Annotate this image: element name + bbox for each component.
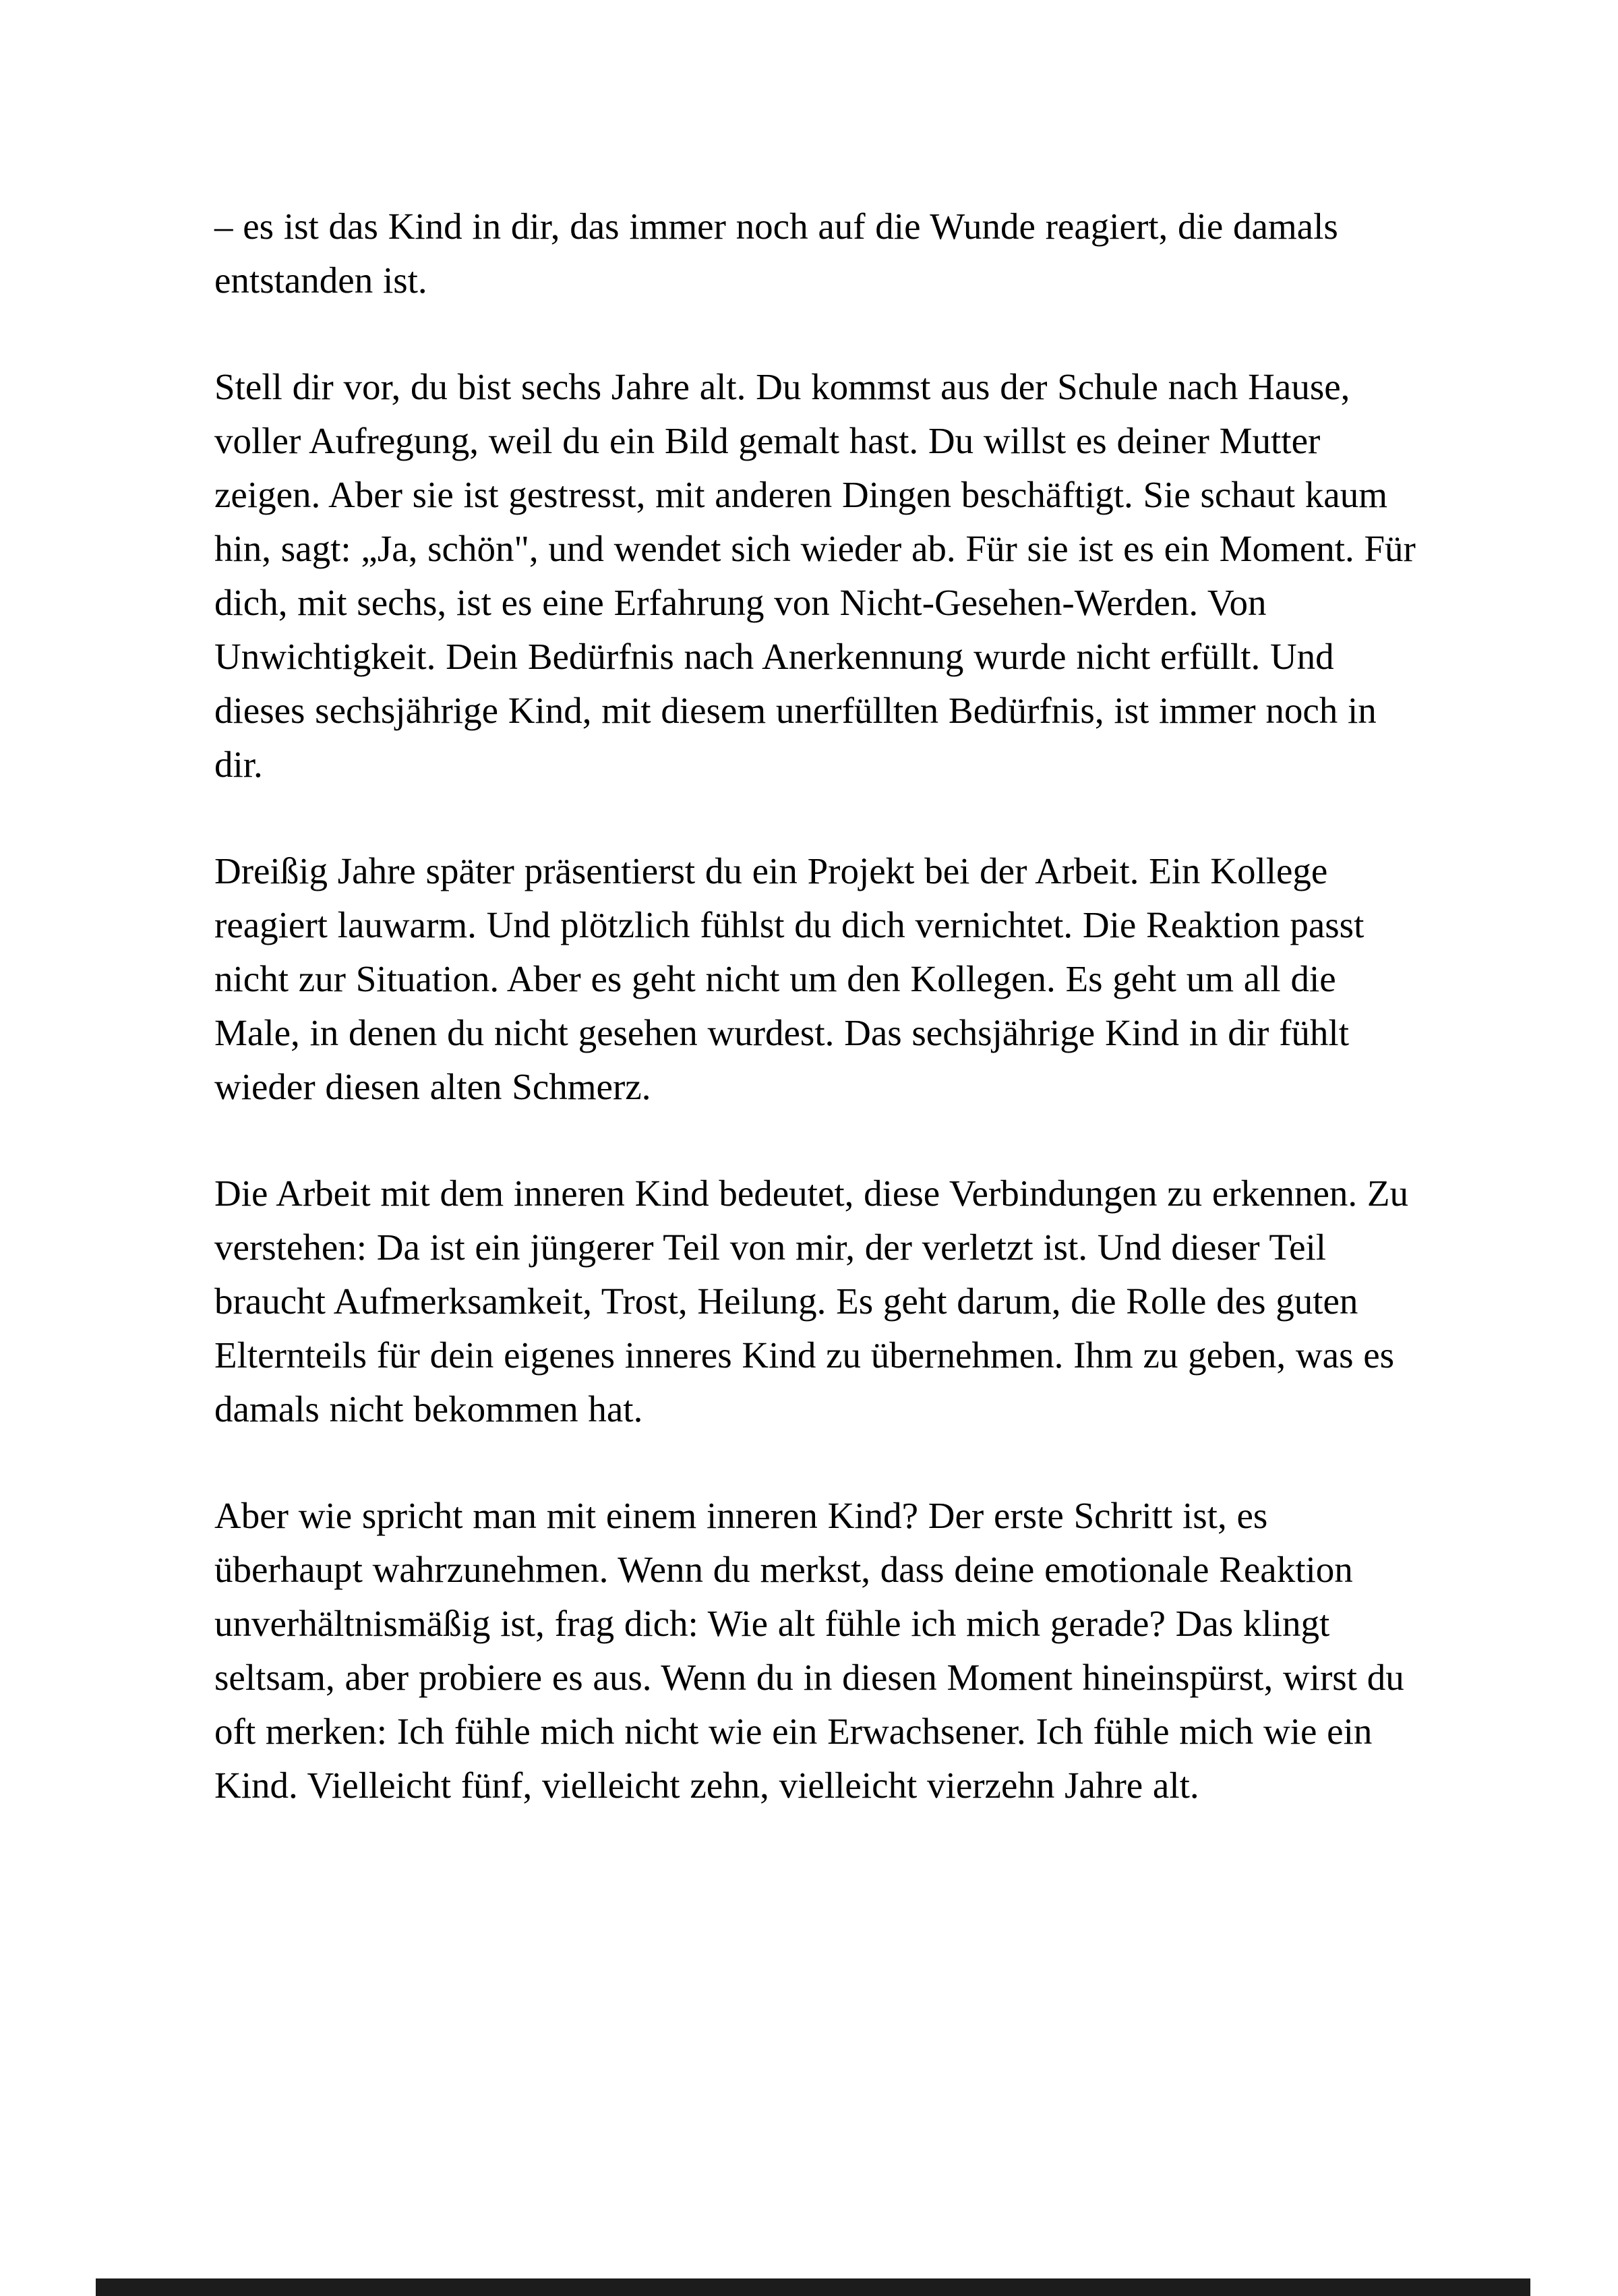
paragraph-5: Aber wie spricht man mit einem inneren Kind? Der erste Schritt ist, es überhaupt wahrzunehmen. Wenn du merkst, dass deine emotionale Reaktion unverhältnismäßig ist, frag dich: Wie alt fühle ich mich gerade? Das klingt seltsam, aber probiere es aus. Wenn du in diesen Moment hineinspürst, wirst du oft merken: Ich fühle mich nicht wie ein Erwachsener. Ich fühle mich wie ein Kind. Vielleicht fünf, vielleicht zehn, vielleicht vierzehn Jahre alt.	[214, 1495, 1404, 1806]
paragraph-1: – es ist das Kind in dir, das immer noch auf die Wunde reagiert, die damals entstanden ist.	[214, 206, 1338, 301]
paragraph-3: Dreißig Jahre später präsentierst du ein Projekt bei der Arbeit. Ein Kollege reagiert lauwarm. Und plötzlich fühlst du dich vernichtet. Die Reaktion passt nicht zur Situation. Aber es geht nicht um den Kollegen. Es geht um all die Male, in denen du nicht gesehen wurdest. Das sechsjährige Kind in dir fühlt wieder diesen alten Schmerz.	[214, 850, 1365, 1107]
bottom-bar	[96, 2278, 1530, 2296]
paragraph-4: Die Arbeit mit dem inneren Kind bedeutet, diese Verbindungen zu erkennen. Zu verstehen: Da ist ein jüngerer Teil von mir, der verletzt ist. Und dieser Teil braucht Aufmerksamkeit, Trost, Heilung. Es geht darum, die Rolle des guten Elternteils für dein eigenes inneres Kind zu übernehmen. Ihm zu geben, was es damals nicht bekommen hat.	[214, 1173, 1408, 1430]
paragraph-2: Stell dir vor, du bist sechs Jahre alt. Du kommst aus der Schule nach Hause, voller Aufregung, weil du ein Bild gemalt hast. Du willst es deiner Mutter zeigen. Aber sie ist gestresst, mit anderen Dingen beschäftigt. Sie schaut kaum hin, sagt: „Ja, schön", und wendet sich wieder ab. Für sie ist es ein Moment. Für dich, mit sechs, ist es eine Erfahrung von Nicht-Gesehen-Werden. Von Unwichtigkeit. Dein Bedürfnis nach Anerkennung wurde nicht erfüllt. Und dieses sechsjährige Kind, mit diesem unerfüllten Bedürfnis, ist immer noch in dir.	[214, 366, 1416, 785]
text-column	[214, 200, 1421, 1813]
